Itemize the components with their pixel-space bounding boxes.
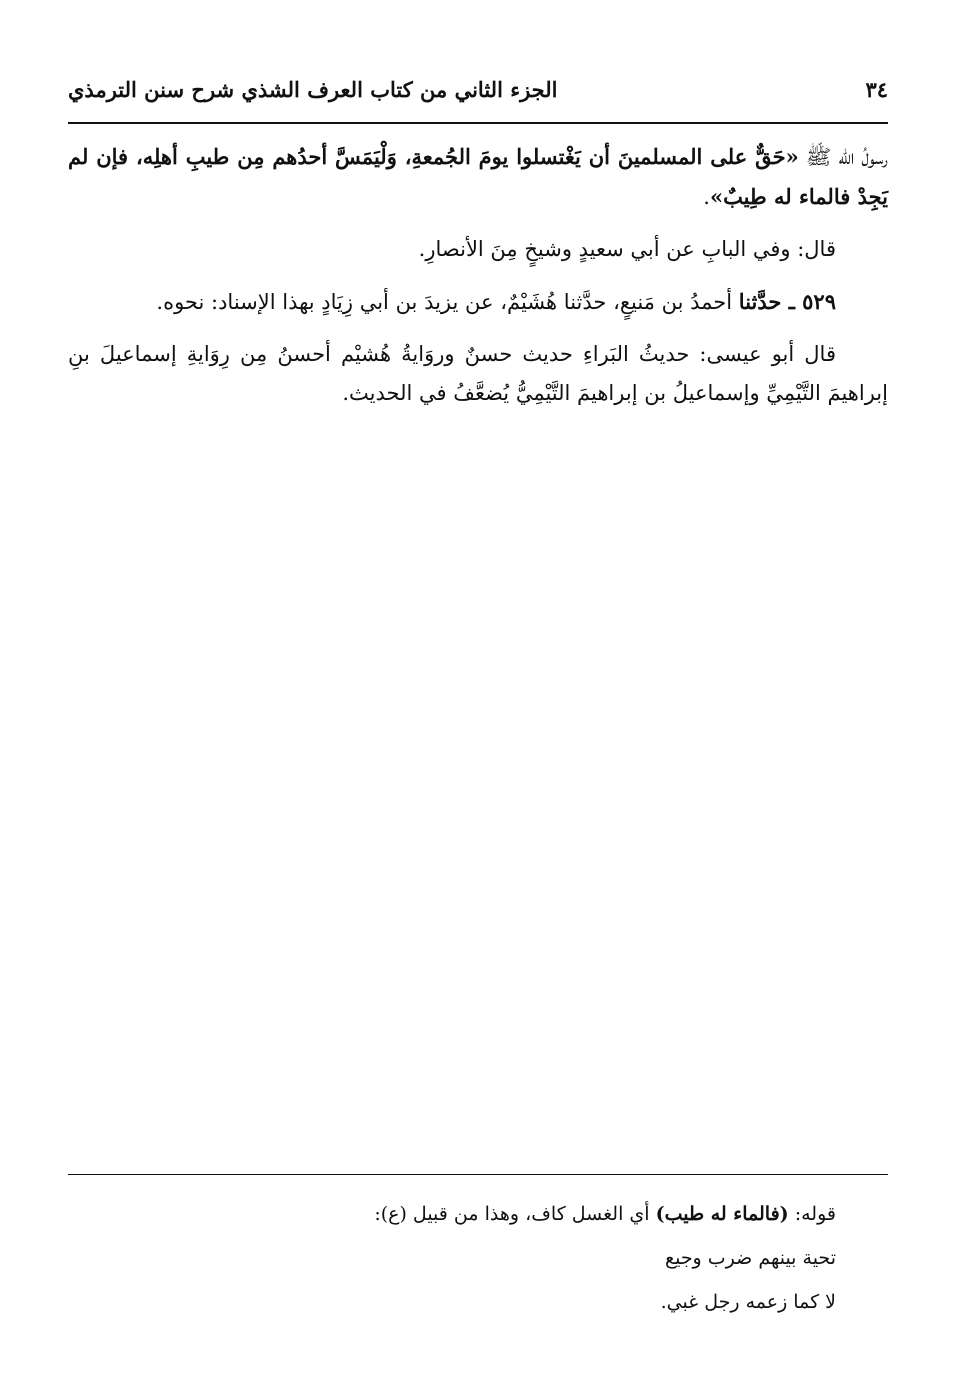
footnote-divider [68, 1174, 888, 1175]
hadith-text: «حَقٌّ على المسلمينَ أن يَغْتسلوا يومَ الجُمعةِ، وَلْيَمَسَّ أحدُهم مِن طيبِ أهلِه، فإن لم يَجِدْ فالماء له طِيبٌ» [68, 144, 888, 209]
header-divider [68, 122, 888, 124]
main-text [68, 137, 888, 426]
running-title: الجزء الثاني من كتاب العرف الشذي شرح سنن الترمذي [68, 76, 558, 102]
hadith-529-chain: أحمدُ بن مَنيعٍ، حدَّثنا هُشَيْمٌ، عن يزيدَ بن أبي زِيَادٍ بهذا الإسناد: نحوه. [156, 290, 739, 314]
footnote-explanation: أي الغسل كاف، وهذا من قبيل (ع): [374, 1203, 656, 1225]
footnote-line-3: لا كما زعمه رجل غبي. [660, 1291, 836, 1313]
running-header [68, 66, 888, 112]
hadith-lead: رسولُ الله ﷺ [798, 145, 888, 169]
paragraph-abu-isa: قال أبو عيسى: حديثُ البَراءِ حديث حسنٌ وروَايةُ هُشيْم أحسنُ مِن رِوَايةِ إسماعيلَ بنِ إبراهيمَ التَّيْمِيِّ وإسماعيلُ بن إبراهيمَ التَّيْمِيُّ يُضعَّفُ في الحديث. [68, 342, 888, 405]
page-number: ٣٤ [865, 76, 888, 102]
paragraph-bab: قال: وفي البابِ عن أبي سعيدٍ وشيخٍ مِنَ الأنصارِ. [418, 237, 836, 261]
paragraph-hadith [68, 137, 888, 217]
paragraph-hadith-529 [68, 282, 888, 322]
hadith-number-label: ٥٢٩ ـ حدَّثنا [738, 289, 836, 314]
footnote-line-1 [68, 1192, 836, 1236]
footnote-block [68, 1192, 836, 1324]
hadith-tail: . [703, 185, 710, 209]
footnote-line-2: تحية بينهم ضرب وجيع [664, 1247, 836, 1269]
footnote-quote: (فالماء له طيب) [655, 1203, 789, 1225]
footnote-prefix: قوله: [788, 1203, 836, 1225]
